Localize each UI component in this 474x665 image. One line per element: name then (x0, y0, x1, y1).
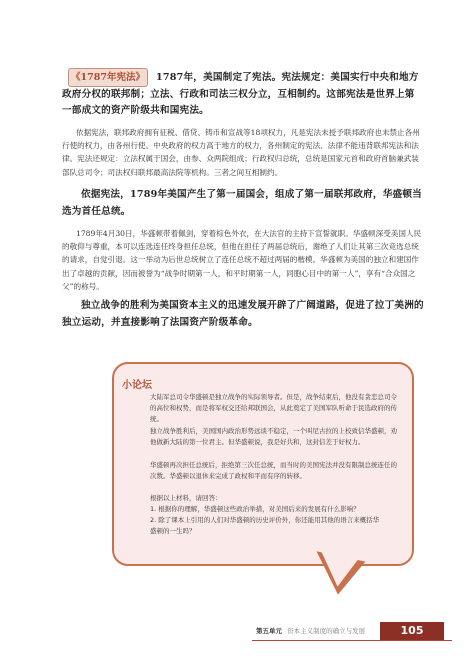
forum-question-2: 2. 除了课本上引用的人们对华盛顿的历史评价外，你还能用其他的语言来概括华盛顿的一生吗？ (150, 516, 380, 536)
congress-paragraph: 依据宪法，1789年美国产生了第一届国会，组成了第一届联邦政府，华盛顿当选为首任总统。 (62, 189, 422, 217)
constitution-detail: 依据宪法，联邦政府拥有征税、借贷、铸币和宣战等18项权力，凡是宪法未授予联邦政府也未禁止各州行使的权力，由各州行使。中央政府的权力高于地方的权力，各州制定的宪法、法律不能违背联邦宪法和法律。宪法还规定：立法权属于国会，由参、众两院组成；行政权归总统，总统是国家元首和政府首脑兼武装部队总司令；司法权归联邦最高法院等机构。三者之间互相制约。 (62, 128, 420, 177)
page-number: 105 (380, 622, 444, 640)
forum-paragraph-2: 独立战争胜利后，美国国内政治形势远谈不稳定，一个叫尼古拉的上校致信华盛顿，劝他做新大陆的第一位君主。但华盛顿说，我是好共和，这封信差于好权力。 (150, 427, 397, 447)
footer-unit (256, 626, 365, 635)
washington-detail: 1789年4月30日，华盛顿带着佩剑，穿着棕色外衣，在大法官的主持下宣誓就职。华盛顿深受美国人民的敬仰与尊重，本可以连选连任终身担任总统，但他在担任了两届总统后，谢绝了人们让其第三次竞选总统的请求，自觉引退。这一举动为后世总统树立了连任总统不超过两届的楷模。华盛顿为美国的独立和建国作出了卓越的贡献，因而被誉为“战争时期第一人，和平时期第一人，同胞心目中的第一人”，享有“合众国之父”的称号。 (62, 229, 422, 291)
forum-question-1: 1. 根据你的理解，华盛顿这些政治举措，对美国后来的发展有什么影响？ (150, 505, 360, 513)
intro-paragraph: 1787年，美国制定了宪法。宪法规定：美国实行中央和地方政府分权的联邦制；立法、行政和司法三权分立，互相制约。这部宪法是世界上第一部成文的资产阶级共和国宪法。 (62, 72, 419, 117)
footer-unit-title: 资本主义制度的确立与发展 (287, 627, 366, 635)
conclusion-paragraph: 独立战争的胜利为美国资本主义的迅速发展开辟了广阔道路，促进了拉丁美洲的独立运动，并直接影响了法国资产阶级革命。 (62, 300, 424, 328)
forum-prompt: 根据以上材料，请回答： (150, 494, 222, 502)
forum-paragraph-1: 大陆军总司令华盛顿是独立战争的实际领导者。但是，战争结束后，他没有贪恋总司令的高位和权势，而是将军权交还给邦联国会，从此奠定了美国军队听命于民选政府的传统。 (150, 393, 397, 424)
forum-paragraph-3: 华盛顿再次担任总统后，拒绝第三次任总统，而当时的美国宪法并没有限制总统连任的次数。华盛顿以退休来完成了政权和平而有序的转移。 (150, 461, 397, 481)
section-badge: 《1787年宪法》 (68, 68, 148, 87)
footer-divider (252, 640, 452, 641)
footer-unit-label: 第五单元 (256, 627, 282, 635)
forum-title: 小论坛 (122, 380, 152, 391)
